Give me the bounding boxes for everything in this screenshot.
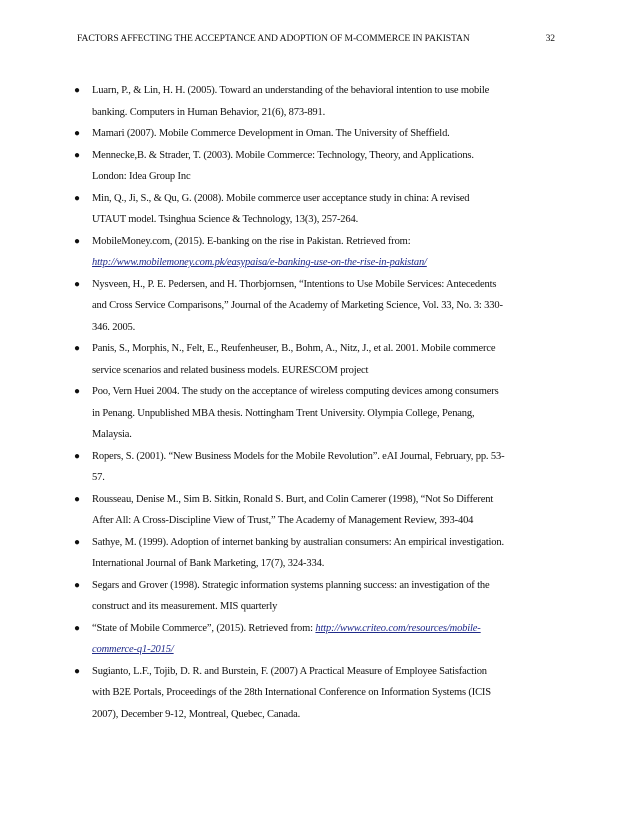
bullet-icon: ● xyxy=(74,665,80,677)
reference-item xyxy=(74,123,557,145)
reference-text-line: Mamari (2007). Mobile Commerce Development in Oman. The University of Sheffield. xyxy=(92,128,450,139)
bullet-icon: ● xyxy=(74,85,80,96)
page-number: 32 xyxy=(545,33,555,44)
reference-item xyxy=(74,575,557,618)
bullet-icon: ● xyxy=(74,343,80,354)
reference-text-line: and Cross Service Comparisons,” Journal of the Academy of Marketing Science, Vol. 33, No. 3: 330- xyxy=(92,300,503,311)
page-header xyxy=(77,33,561,47)
reference-item xyxy=(74,80,557,123)
reference-text-line: with B2E Portals, Proceedings of the 28th International Conference on Information Systems (ICIS xyxy=(92,687,491,698)
reference-text-line: Panis, S., Morphis, N., Felt, E., Reufenheuser, B., Bohm, A., Nitz, J., et al. 2001. Mobile commerce xyxy=(92,343,496,354)
reference-link[interactable]: commerce-q1-2015/ xyxy=(92,644,174,655)
reference-item xyxy=(74,618,557,661)
reference-text-line: London: Idea Group Inc xyxy=(92,171,191,182)
reference-text: “State of Mobile Commerce”, (2015). Retrieved from: xyxy=(92,622,316,634)
bullet-icon: ● xyxy=(74,278,80,290)
reference-link-line xyxy=(92,252,557,274)
reference-text-line: Min, Q., Ji, S., & Qu, G. (2008). Mobile commerce user acceptance study in china: A revised xyxy=(92,192,470,204)
reference-text-line: Mennecke,B. & Strader, T. (2003). Mobile Commerce: Technology, Theory, and Applications. xyxy=(92,149,474,161)
reference-link-line xyxy=(92,639,557,661)
reference-text-line xyxy=(92,618,557,640)
running-title: FACTORS AFFECTING THE ACCEPTANCE AND ADOPTION OF M-COMMERCE IN PAKISTAN xyxy=(77,33,470,44)
reference-text-line: 346. 2005. xyxy=(92,321,136,333)
reference-item xyxy=(74,188,557,231)
bullet-icon: ● xyxy=(74,579,80,591)
reference-item xyxy=(74,338,557,381)
reference-item xyxy=(74,231,557,274)
reference-text-line: Ropers, S. (2001). “New Business Models for the Mobile Revolution”. eAI Journal, February, pp. 53- xyxy=(92,450,505,462)
reference-text-line: International Journal of Bank Marketing, 17(7), 324-334. xyxy=(92,558,325,569)
bullet-icon: ● xyxy=(74,622,80,634)
reference-text-line: 57. xyxy=(92,472,105,483)
reference-text-line: Sathye, M. (1999). Adoption of internet banking by australian consumers: An empirical investigation. xyxy=(92,536,504,548)
reference-text-line: construct and its measurement. MIS quarterly xyxy=(92,601,278,612)
reference-text-line: Nysveen, H., P. E. Pedersen, and H. Thorbjornsen, “Intentions to Use Mobile Services: Antecedents xyxy=(92,278,497,290)
reference-text-line: Luarn, P., & Lin, H. H. (2005). Toward an understanding of the behavioral intention to use mobile xyxy=(92,85,490,96)
reference-text-line: banking. Computers in Human Behavior, 21(6), 873-891. xyxy=(92,106,326,118)
reference-item xyxy=(74,145,557,188)
reference-list xyxy=(74,80,557,725)
bullet-icon: ● xyxy=(74,235,80,247)
bullet-icon: ● xyxy=(74,386,80,397)
reference-item xyxy=(74,532,557,575)
reference-link[interactable]: http://www.criteo.com/resources/mobile- xyxy=(315,622,481,634)
reference-item xyxy=(74,661,557,726)
reference-text-line: Rousseau, Denise M., Sim B. Sitkin, Ronald S. Burt, and Colin Camerer (1998), “Not So Different xyxy=(92,493,494,505)
reference-item xyxy=(74,381,557,446)
bullet-icon: ● xyxy=(74,128,80,139)
bullet-icon: ● xyxy=(74,149,80,161)
reference-link[interactable]: http://www.mobilemoney.com.pk/easypaisa/e-banking-use-on-the-rise-in-pakistan/ xyxy=(92,257,427,268)
reference-text-line: MobileMoney.com, (2015). E-banking on the rise in Pakistan. Retrieved from: xyxy=(92,235,411,247)
reference-text-line: 2007), December 9-12, Montreal, Quebec, Canada. xyxy=(92,708,301,720)
reference-item xyxy=(74,489,557,532)
reference-item xyxy=(74,446,557,489)
reference-text-line: service scenarios and related business models. EURESCOM project xyxy=(92,364,369,376)
reference-text-line: Malaysia. xyxy=(92,429,132,440)
reference-item xyxy=(74,274,557,339)
bullet-icon: ● xyxy=(74,536,80,548)
reference-text-line: Sugianto, L.F., Tojib, D. R. and Burstein, F. (2007) A Practical Measure of Employee Satisfaction xyxy=(92,665,487,677)
bullet-icon: ● xyxy=(74,493,80,505)
reference-text-line: Poo, Vern Huei 2004. The study on the acceptance of wireless computing devices among consumers xyxy=(92,386,499,397)
bullet-icon: ● xyxy=(74,192,80,204)
reference-text-line: UTAUT model. Tsinghua Science & Technology, 13(3), 257-264. xyxy=(92,214,359,225)
reference-text-line: After All: A Cross-Discipline View of Trust,” The Academy of Management Review, 393-404 xyxy=(92,515,474,526)
reference-text-line: in Penang. Unpublished MBA thesis. Nottingham Trent University. Olympia College, Penang, xyxy=(92,407,475,419)
bullet-icon: ● xyxy=(74,450,80,462)
reference-text-line: Segars and Grover (1998). Strategic information systems planning success: an investigation of the xyxy=(92,579,490,591)
